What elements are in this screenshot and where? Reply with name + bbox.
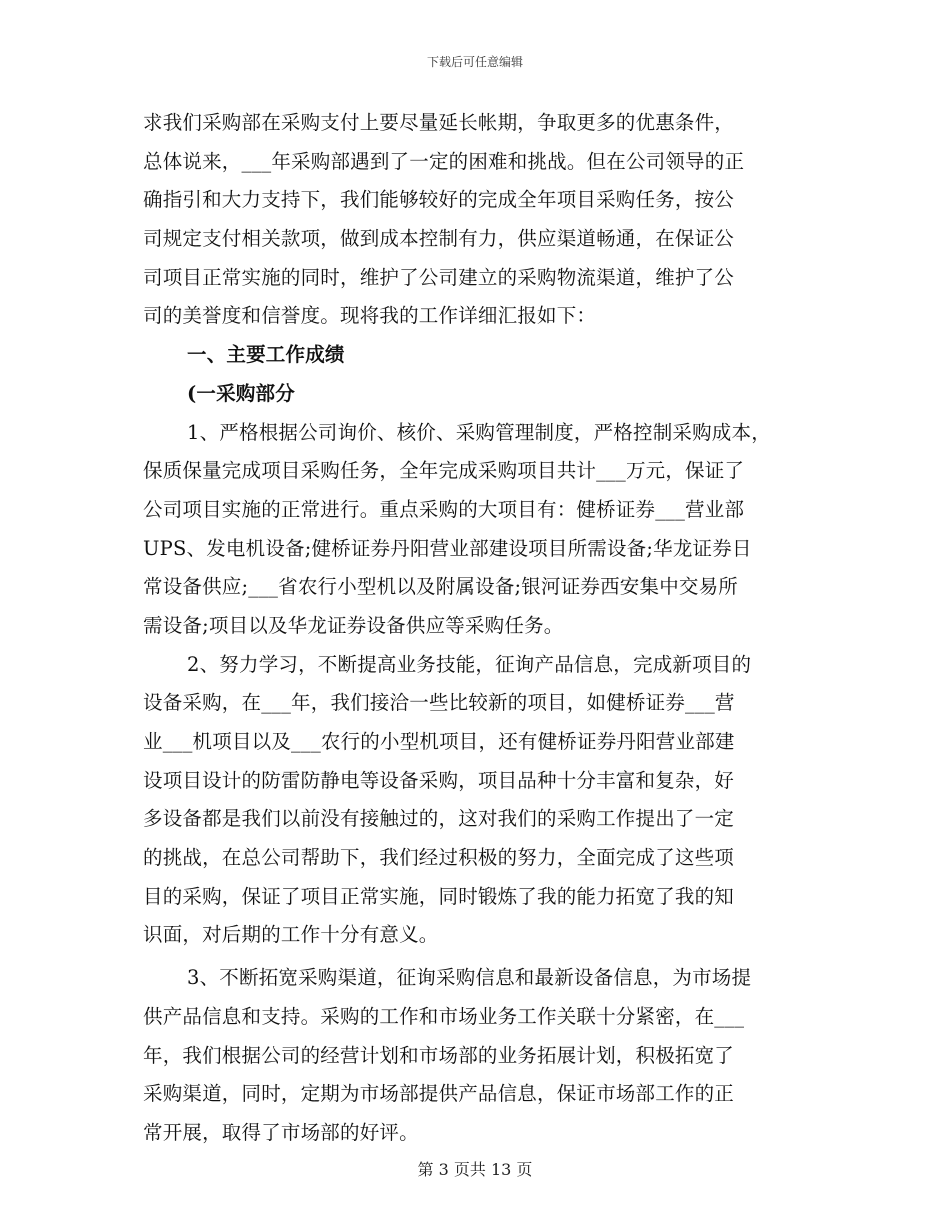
paragraph-line: 多设备都是我们以前没有接触过的，这对我们的采购工作提出了一定 <box>143 807 735 831</box>
paragraph-line: 确指引和大力支持下，我们能够较好的完成全年项目采购任务，按公 <box>143 188 735 212</box>
paragraph-line: 采购渠道，同时，定期为市场部提供产品信息，保证市场部工作的正 <box>143 1082 735 1106</box>
paragraph-line: 业___机项目以及___农行的小型机项目，还有健桥证券丹阳营业部建 <box>143 730 735 753</box>
paragraph-line: 供产品信息和支持。采购的工作和市场业务工作关联十分紧密，在___ <box>143 1004 745 1028</box>
paragraph-line: 保质保量完成项目采购任务，全年完成采购项目共计___万元，保证了 <box>143 459 745 483</box>
paragraph-line: 识面，对后期的工作十分有意义。 <box>143 923 439 947</box>
paragraph-line: 1、严格根据公司询价、核价、采购管理制度，严格控制采购成本， <box>187 420 771 444</box>
subsection-heading: (一采购部分 <box>187 381 295 405</box>
paragraph-line: 常开展，取得了市场部的好评。 <box>143 1120 419 1144</box>
paragraph-line: 目的采购，保证了项目正常实施，同时锻炼了我的能力拓宽了我的知 <box>143 884 735 908</box>
paragraph-line: UPS、发电机设备;健桥证券丹阳营业部建设项目所需设备;华龙证券日 <box>143 536 752 560</box>
paragraph-line: 司项目正常实施的同时，维护了公司建立的采购物流渠道，维护了公 <box>143 265 735 289</box>
paragraph-line: 司的美誉度和信誉度。现将我的工作详细汇报如下： <box>143 304 597 328</box>
paragraph-line: 常设备供应;___省农行小型机以及附属设备;银河证券西安集中交易所 <box>143 575 738 599</box>
paragraph-line: 求我们采购部在采购支付上要尽量延长帐期，争取更多的优惠条件， <box>143 111 735 134</box>
document-body <box>143 104 823 1153</box>
paragraph-line: 设项目设计的防雷防静电等设备采购，项目品种十分丰富和复杂，好 <box>143 768 735 792</box>
paragraph-line: 年，我们根据公司的经营计划和市场部的业务拓展计划，积极拓宽了 <box>143 1043 735 1067</box>
paragraph-line: 3、不断拓宽采购渠道，征询采购信息和最新设备信息，为市场提 <box>187 966 752 990</box>
paragraph-line: 总体说来，___年采购部遇到了一定的困难和挑战。但在公司领导的正 <box>143 149 745 173</box>
paragraph-line: 司规定支付相关款项，做到成本控制有力，供应渠道畅通，在保证公 <box>143 227 735 251</box>
paragraph-line: 公司项目实施的正常进行。重点采购的大项目有：健桥证券___营业部 <box>143 497 745 521</box>
paragraph-line: 2、努力学习，不断提高业务技能，征询产品信息，完成新项目的 <box>187 652 752 676</box>
section-heading: 一、主要工作成绩 <box>187 343 345 367</box>
page-header: 下载后可任意编辑 <box>426 55 523 69</box>
paragraph-line: 的挑战，在总公司帮助下，我们经过积极的努力，全面完成了这些项 <box>143 846 735 870</box>
paragraph-line: 设备采购，在___年，我们接洽一些比较新的项目，如健桥证券___营 <box>143 691 735 715</box>
paragraph-line: 需设备;项目以及华龙证券设备供应等采购任务。 <box>143 613 564 637</box>
page-number: 第 3 页共 13 页 <box>417 1160 533 1179</box>
